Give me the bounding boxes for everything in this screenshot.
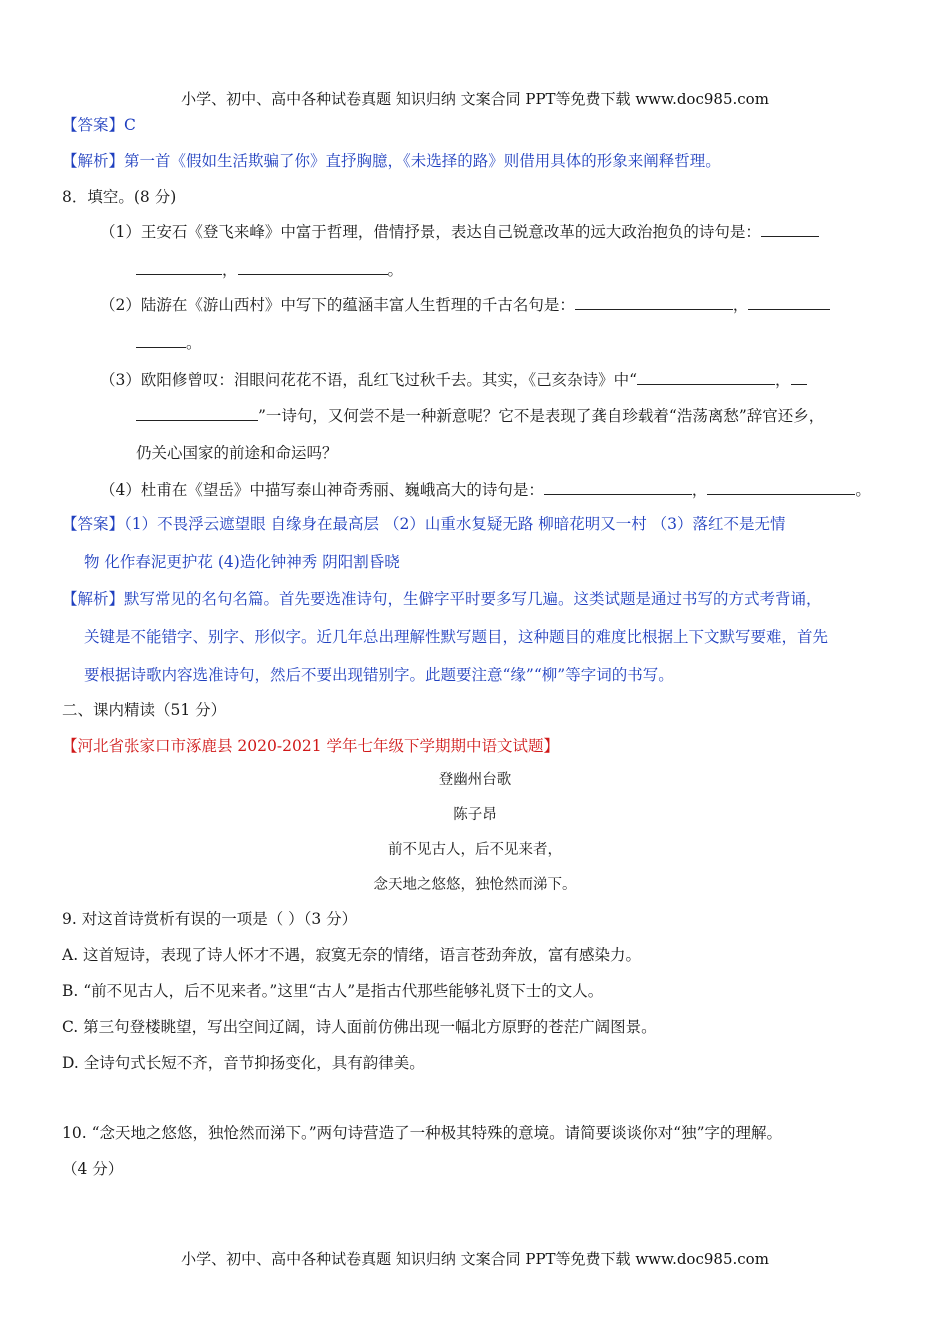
q8-item-3-text: （3）欧阳修曾叹：泪眼问花花不语，乱红飞过秋千去。其实，《己亥杂诗》中“ xyxy=(100,371,638,389)
poem-line-2: 念天地之悠悠，独怆然而涕下。 xyxy=(373,877,577,893)
answer-blank[interactable] xyxy=(136,404,258,421)
section-title: 二、课内精读（51 分） xyxy=(62,701,227,719)
answer-blank[interactable] xyxy=(136,258,222,275)
answer-blank[interactable] xyxy=(136,331,186,348)
section-source: 【河北省张家口市涿鹿县 2020-2021 学年七年级下学期期中语文试题】 xyxy=(62,737,559,755)
q8-item-2 xyxy=(100,293,830,315)
period: 。 xyxy=(186,334,202,352)
q8-item-2-blanks xyxy=(136,331,202,353)
answer-blank[interactable] xyxy=(544,478,692,495)
comma: ， xyxy=(775,371,791,389)
q8-analysis-line-2: 关键是不能错字、别字、形似字。近几年总出理解性默写题目，这种题目的难度比根据上下文默写要难，首先 xyxy=(84,628,829,646)
answer-blank[interactable] xyxy=(761,220,819,237)
q8-item-2-text: （2）陆游在《游山西村》中写下的蕴涵丰富人生哲理的千古名句是： xyxy=(100,296,575,314)
q8-item-1 xyxy=(100,220,819,242)
poem-line-1: 前不见古人，后不见来者， xyxy=(388,842,562,858)
q9-option-a[interactable]: A. 这首短诗，表现了诗人怀才不遇，寂寞无奈的情绪，语言苍劲奔放，富有感染力。 xyxy=(62,946,642,964)
q8-item-3-line3: 仍关心国家的前途和命运吗？ xyxy=(136,444,338,462)
comma: ， xyxy=(222,261,238,279)
answer-blank[interactable] xyxy=(637,368,775,385)
period: 。 xyxy=(387,261,404,279)
q9-stem: 9. 对这首诗赏析有误的一项是（ ）（3 分） xyxy=(62,910,358,928)
comma: ， xyxy=(732,296,749,314)
comma: ， xyxy=(691,481,708,499)
q8-title: 8．填空。(8 分) xyxy=(62,188,177,206)
q8-item-3-line2 xyxy=(136,404,824,426)
q8-item-1-text: （1）王安石《登飞来峰》中富于哲理，借情抒景，表达自己锐意改革的远大政治抱负的诗句是： xyxy=(100,223,761,241)
q8-answer-line-1: 【答案】（1）不畏浮云遮望眼 自缘身在最高层 （2）山重水复疑无路 柳暗花明又一村 （3）落红不是无情 xyxy=(62,515,786,533)
poem-title: 登幽州台歌 xyxy=(438,772,512,788)
q9-option-b[interactable]: B. “前不见古人，后不见来者。”这里“古人”是指古代那些能够礼贤下士的文人。 xyxy=(62,982,604,1000)
answer-blank[interactable] xyxy=(707,478,855,495)
poem-author: 陈子昂 xyxy=(453,807,497,823)
q10-score: （4 分） xyxy=(62,1160,124,1178)
period: 。 xyxy=(855,481,871,499)
q8-answer-line-2: 物 化作春泥更护花 (4)造化钟神秀 阴阳割昏晓 xyxy=(84,553,400,571)
q8-item-4 xyxy=(100,478,871,500)
q9-option-d[interactable]: D. 全诗句式长短不齐，音节抑扬变化，具有韵律美。 xyxy=(62,1054,425,1072)
q8-item-1-blanks xyxy=(136,258,403,280)
answer-blank[interactable] xyxy=(238,258,388,275)
q9-option-c[interactable]: C. 第三句登楼眺望，写出空间辽阔，诗人面前仿佛出现一幅北方原野的苍茫广阔图景。 xyxy=(62,1018,657,1036)
q8-analysis-line-3: 要根据诗歌内容选准诗句，然后不要出现错别字。此题要注意“缘”“柳”等字词的书写。 xyxy=(84,666,674,684)
page-header: 小学、初中、高中各种试卷真题 知识归纳 文案合同 PPT等免费下载 www.doc985.com xyxy=(181,90,769,108)
q7-answer: 【答案】C xyxy=(62,116,136,134)
answer-blank[interactable] xyxy=(748,293,830,310)
page-footer: 小学、初中、高中各种试卷真题 知识归纳 文案合同 PPT等免费下载 www.doc985.com xyxy=(181,1250,769,1268)
q8-item-3-text-2: ”一诗句，又何尝不是一种新意呢？它不是表现了龚自珍载着“浩荡离愁”辞官还乡， xyxy=(258,407,825,425)
q10-stem: 10. “念天地之悠悠，独怆然而涕下。”两句诗营造了一种极其特殊的意境。请简要谈谈你对“独”字的理解。 xyxy=(62,1124,783,1142)
q8-item-4-text: （4）杜甫在《望岳》中描写泰山神奇秀丽、巍峨高大的诗句是： xyxy=(100,481,544,499)
answer-blank[interactable] xyxy=(575,293,733,310)
answer-blank[interactable] xyxy=(791,368,807,385)
q8-item-3 xyxy=(100,368,807,390)
q8-analysis-line-1: 【解析】默写常见的名句名篇。首先要选准诗句，生僻字平时要多写几遍。这类试题是通过书写的方式考背诵， xyxy=(62,590,822,608)
q7-analysis: 【解析】第一首《假如生活欺骗了你》直抒胸臆，《未选择的路》则借用具体的形象来阐释哲理。 xyxy=(62,152,721,170)
